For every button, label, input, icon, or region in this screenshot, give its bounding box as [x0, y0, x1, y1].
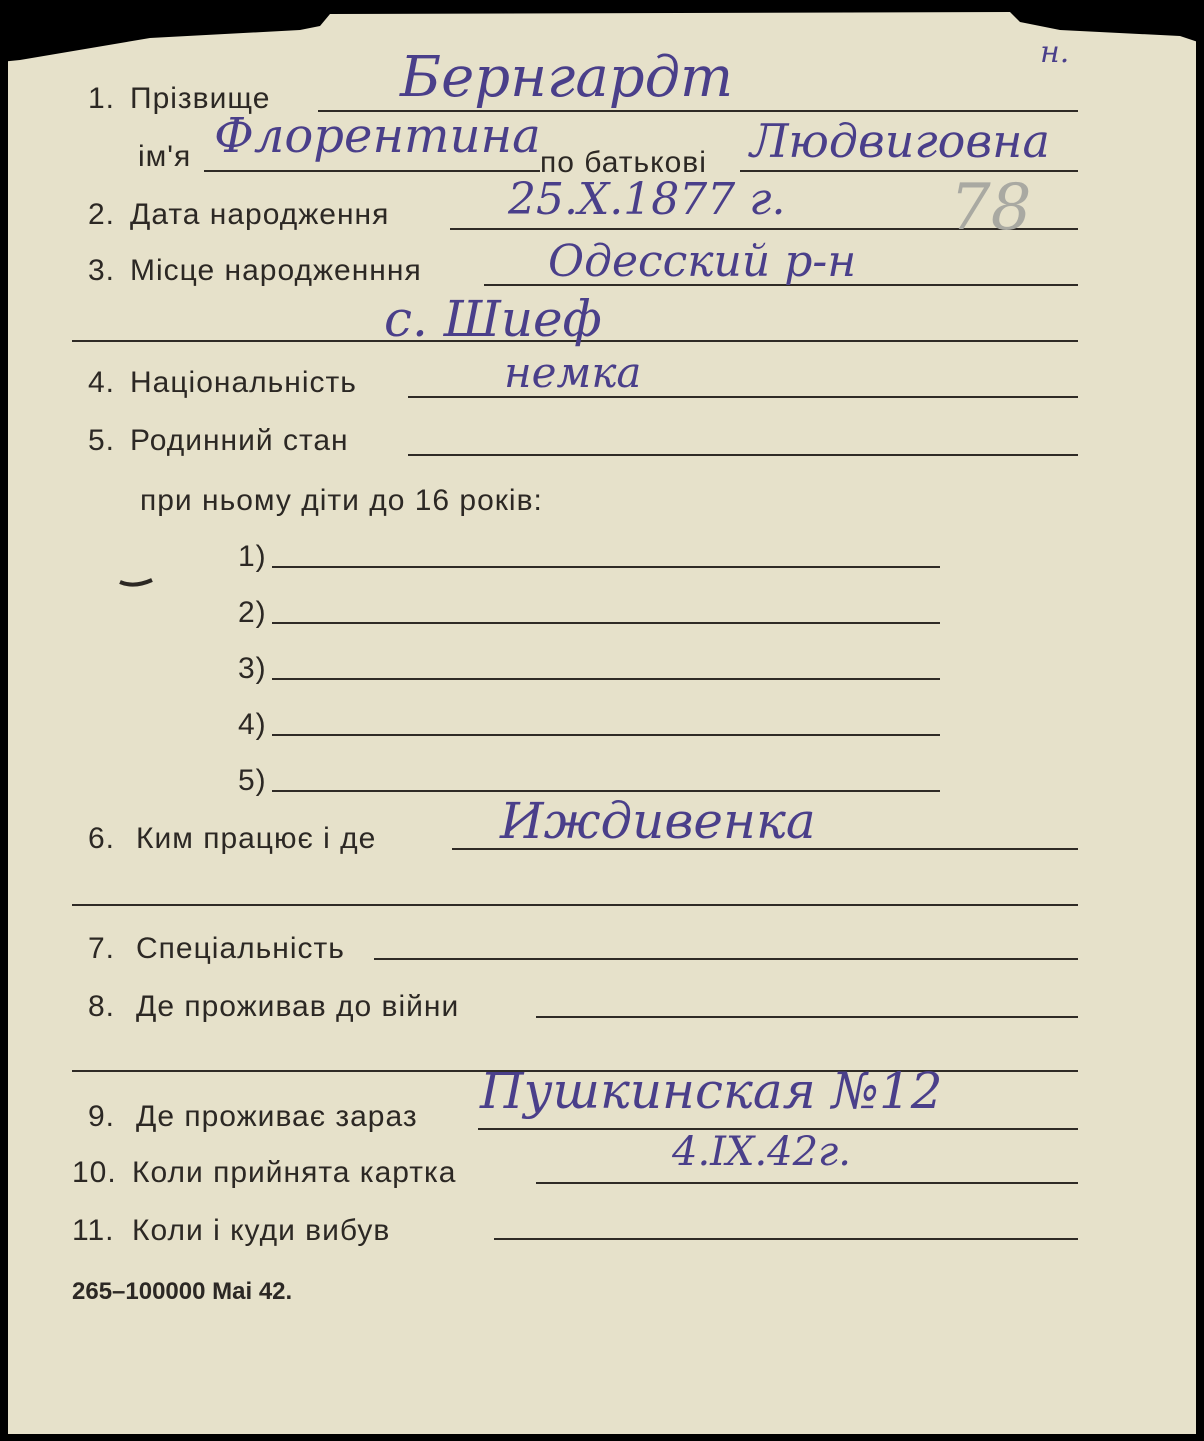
- field-10-num: 10.: [72, 1156, 117, 1189]
- child-1-line: [272, 566, 940, 568]
- field-1-label: Прізвище: [130, 82, 271, 115]
- ink-mark: [116, 570, 160, 594]
- field-11-label: Коли і куди вибув: [132, 1214, 391, 1247]
- patronymic-value: Людвиговна: [750, 114, 1050, 168]
- pencil-note: 78: [950, 171, 1032, 245]
- field-5-label: Родинний стан: [130, 424, 349, 457]
- field-1-num: 1.: [88, 82, 116, 115]
- child-4-line: [272, 734, 940, 736]
- child-2-line: [272, 622, 940, 624]
- corner-mark: н.: [1040, 35, 1070, 70]
- child-5-num: 5): [238, 764, 267, 797]
- field-6-label: Ким працює і де: [136, 822, 377, 855]
- field-7-label: Спеціальність: [136, 932, 345, 965]
- field-11-line: [494, 1238, 1078, 1240]
- child-3-line: [272, 678, 940, 680]
- field-8-num: 8.: [88, 990, 116, 1023]
- field-5-line: [408, 454, 1078, 456]
- field-9-label: Де проживає зараз: [136, 1100, 418, 1133]
- field-1a-line: [204, 170, 540, 172]
- child-1-num: 1): [238, 540, 267, 573]
- field-4-num: 4.: [88, 366, 116, 399]
- field-8-line: [536, 1016, 1078, 1018]
- field-3-num: 3.: [88, 254, 116, 287]
- field-4-label: Національність: [130, 366, 357, 399]
- birthdate-value: 25.X.1877 г.: [508, 174, 786, 225]
- work-value: Иждивенка: [500, 792, 816, 850]
- field-7-num: 7.: [88, 932, 116, 965]
- print-code: 265–100000 Mai 42.: [72, 1278, 293, 1305]
- address-value: Пушкинская №12: [480, 1062, 943, 1120]
- field-7-line: [374, 958, 1078, 960]
- field-3-label: Місце народженння: [130, 254, 422, 287]
- children-subtitle: при ньому діти до 16 років:: [140, 484, 543, 517]
- field-6-line2: [72, 904, 1078, 906]
- birthplace-value-2: с. Шиеф: [384, 290, 602, 348]
- surname-value: Бернгардт: [400, 45, 734, 110]
- field-1a-label: ім'я: [138, 140, 192, 173]
- field-10-line: [536, 1182, 1078, 1184]
- field-2-label: Дата народження: [130, 198, 390, 231]
- firstname-value: Флорентина: [214, 108, 541, 164]
- field-9-num: 9.: [88, 1100, 116, 1133]
- child-3-num: 3): [238, 652, 267, 685]
- field-11-num: 11.: [72, 1214, 115, 1247]
- field-8-label: Де проживав до війни: [136, 990, 460, 1023]
- child-4-num: 4): [238, 708, 267, 741]
- nationality-value: немка: [504, 348, 642, 397]
- field-6-num: 6.: [88, 822, 116, 855]
- field-10-label: Коли прийнята картка: [132, 1156, 457, 1189]
- birthplace-value: Одесский р-н: [548, 236, 857, 287]
- child-2-num: 2): [238, 596, 267, 629]
- field-1b-label: по батькові: [540, 146, 707, 179]
- field-5-num: 5.: [88, 424, 116, 457]
- card-date-value: 4.IX.42г.: [672, 1129, 851, 1175]
- field-2-num: 2.: [88, 198, 116, 231]
